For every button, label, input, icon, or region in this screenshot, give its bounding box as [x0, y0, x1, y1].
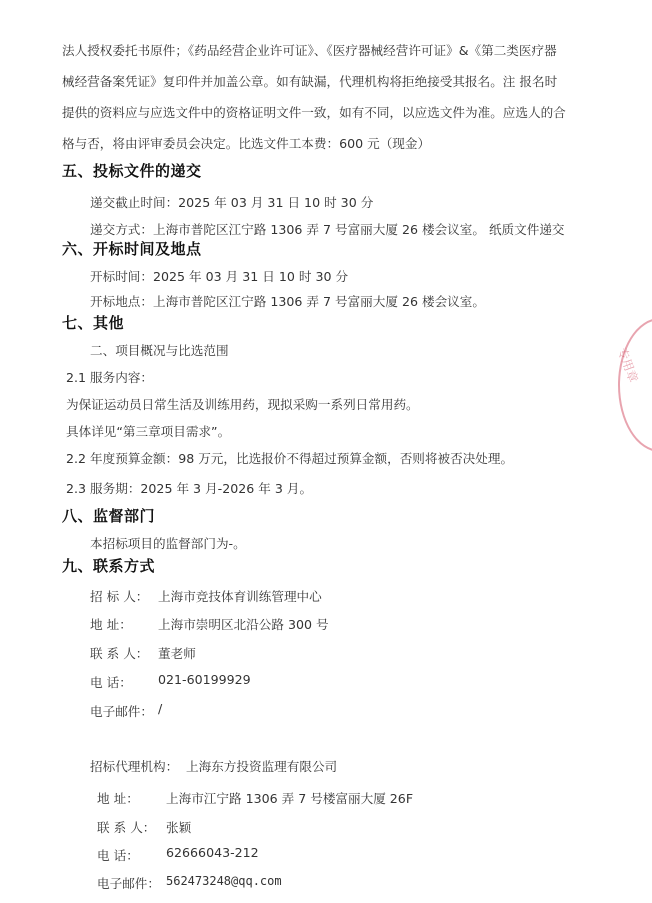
agency-label: 招标代理机构：	[90, 759, 179, 774]
section-7-heading: 七、其他	[62, 314, 125, 332]
agency-email-value: 562473248@qq.com	[166, 874, 282, 888]
submission-method: 递交方式：上海市普陀区江宁路 1306 弄 7 号富丽大厦 26 楼会议室。 纸质文件递交	[90, 222, 565, 237]
service-detail-ref: 具体详见“第三章项目需求”。	[66, 424, 231, 439]
tenderer-phone-label: 电 话：	[90, 675, 132, 690]
annual-budget: 2.2 年度预算金额：98 万元，比选报价不得超过预算金额，否则将被否决处理。	[66, 451, 514, 466]
official-seal-text: 专用章	[614, 345, 641, 385]
supervision-text: 本招标项目的监督部门为-。	[90, 536, 246, 551]
tenderer-address-label: 地 址：	[90, 617, 132, 632]
service-period: 2.3 服务期：2025 年 3 月-2026 年 3 月。	[66, 481, 313, 496]
agency-phone-label: 电 话：	[97, 848, 139, 863]
section-6-heading: 六、开标时间及地点	[62, 240, 202, 258]
agency-email-label: 电子邮件：	[97, 876, 160, 891]
agency-phone-value: 62666043-212	[166, 845, 259, 860]
tenderer-label: 招 标 人：	[90, 589, 149, 604]
tenderer-contact-value: 董老师	[158, 646, 196, 661]
agency-contact-value: 张颖	[166, 820, 192, 835]
agency-value: 上海东方投资监理有限公司	[186, 759, 338, 774]
tenderer-value: 上海市竞技体育训练管理中心	[158, 589, 322, 604]
section-8-heading: 八、监督部门	[62, 507, 156, 525]
section-5-heading: 五、投标文件的递交	[62, 162, 202, 180]
intro-line-2: 械经营备案凭证》复印件并加盖公章。如有缺漏，代理机构将拒绝接受其报名。注 报名时	[62, 74, 558, 89]
service-content-text: 为保证运动员日常生活及训练用药，现拟采购一系列日常用药。	[66, 397, 419, 412]
opening-time: 开标时间：2025 年 03 月 31 日 10 时 30 分	[90, 269, 349, 284]
intro-line-3: 提供的资料应与应选文件中的资格证明文件一致，如有不同，以应选文件为准。应选人的合	[62, 105, 566, 120]
tenderer-phone-value: 021-60199929	[158, 672, 251, 687]
tenderer-address-value: 上海市崇明区北沿公路 300 号	[158, 617, 329, 632]
tenderer-email-value: /	[158, 701, 163, 716]
intro-line-1: 法人授权委托书原件；《药品经营企业许可证》、《医疗器械经营许可证》&《第二类医疗器	[62, 43, 557, 58]
tenderer-email-label: 电子邮件：	[90, 704, 153, 719]
service-content-label: 2.1 服务内容：	[66, 370, 154, 385]
section-9-heading: 九、联系方式	[62, 557, 156, 575]
opening-place: 开标地点：上海市普陀区江宁路 1306 弄 7 号富丽大厦 26 楼会议室。	[90, 294, 485, 309]
submission-deadline: 递交截止时间：2025 年 03 月 31 日 10 时 30 分	[90, 195, 374, 210]
official-seal	[618, 318, 652, 452]
subsection-title: 二、项目概况与比选范围	[90, 343, 229, 358]
agency-address-value: 上海市江宁路 1306 弄 7 号楼富丽大厦 26F	[166, 791, 414, 806]
tenderer-contact-label: 联 系 人：	[90, 646, 149, 661]
agency-address-label: 地 址：	[97, 791, 139, 806]
agency-contact-label: 联 系 人：	[97, 820, 156, 835]
intro-line-4: 格与否，将由评审委员会决定。比选文件工本费：600 元（现金）	[62, 136, 431, 151]
